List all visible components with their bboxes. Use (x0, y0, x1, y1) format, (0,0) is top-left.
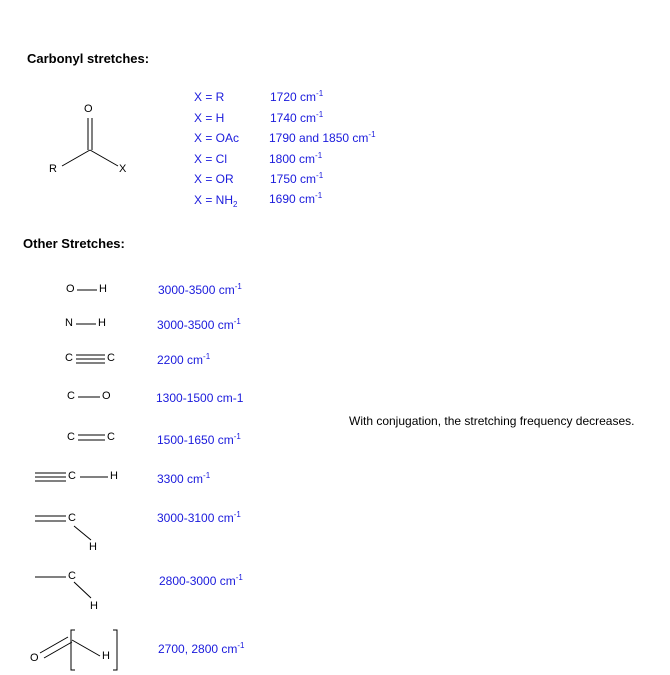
atom-label: O (102, 390, 111, 402)
atom-label: H (99, 283, 107, 295)
atom-label: H (89, 541, 97, 553)
substituent-row: X = Cl (194, 152, 228, 166)
substituent-row: X = H (194, 111, 225, 125)
frequency-row: 1690 $cm^{-1}$ (269, 191, 323, 206)
atom-label: C (67, 390, 75, 402)
atom-label: H (110, 470, 118, 482)
frequency-value: 2700, 2800 $cm^{-1}$ (158, 641, 245, 656)
r-group-label: R (49, 163, 57, 175)
frequency-value: 3000-3500 $cm^{-1}$ (157, 317, 241, 332)
other-stretches-heading: Other Stretches: (23, 236, 125, 251)
frequency-value: 1300-1500 cm-1 (156, 391, 244, 405)
substituent-row: X = OAc (194, 131, 240, 145)
substituent-row: X = OR (194, 172, 234, 186)
x-group-label: X (119, 163, 127, 175)
frequency-row: 1790 and 1850 $cm^{-1}$ (269, 130, 376, 145)
atom-label: C (68, 570, 76, 582)
frequency-value: 3000-3100 $cm^{-1}$ (157, 510, 241, 525)
frequency-value: 1500-1650 $cm^{-1}$ (157, 432, 241, 447)
atom-label: C (68, 470, 76, 482)
substituent-row: X = R (194, 90, 225, 104)
frequency-row: 1800 $cm^{-1}$ (269, 151, 323, 166)
atom-label: H (90, 600, 98, 612)
frequency-value: 2800-3000 $cm^{-1}$ (159, 573, 243, 588)
conjugation-note: With conjugation, the stretching frequency decreases. (349, 414, 635, 428)
atom-label: H (102, 650, 110, 662)
atom-label: C (107, 352, 115, 364)
atom-label: C (107, 431, 115, 443)
atom-label: O (30, 652, 39, 664)
frequency-value: 3300 $cm^{-1}$ (157, 471, 211, 486)
atom-label: C (67, 431, 75, 443)
carbonyl-heading: Carbonyl stretches: (27, 51, 150, 66)
substituent-row: $X = NH_2$ (194, 193, 238, 209)
atom-label: H (98, 317, 106, 329)
atom-label: O (66, 283, 75, 295)
frequency-row: 1750 $cm^{-1}$ (270, 171, 324, 186)
frequency-value: 2200 $cm^{-1}$ (157, 352, 211, 367)
atom-label: N (65, 317, 73, 329)
oxygen-atom-label: O (84, 103, 93, 115)
frequency-row: 1720 $cm^{-1}$ (270, 89, 324, 104)
atom-label: C (68, 512, 76, 524)
atom-label: C (65, 352, 73, 364)
frequency-value: 3000-3500 $cm^{-1}$ (158, 282, 242, 297)
frequency-row: 1740 $cm^{-1}$ (270, 110, 324, 125)
